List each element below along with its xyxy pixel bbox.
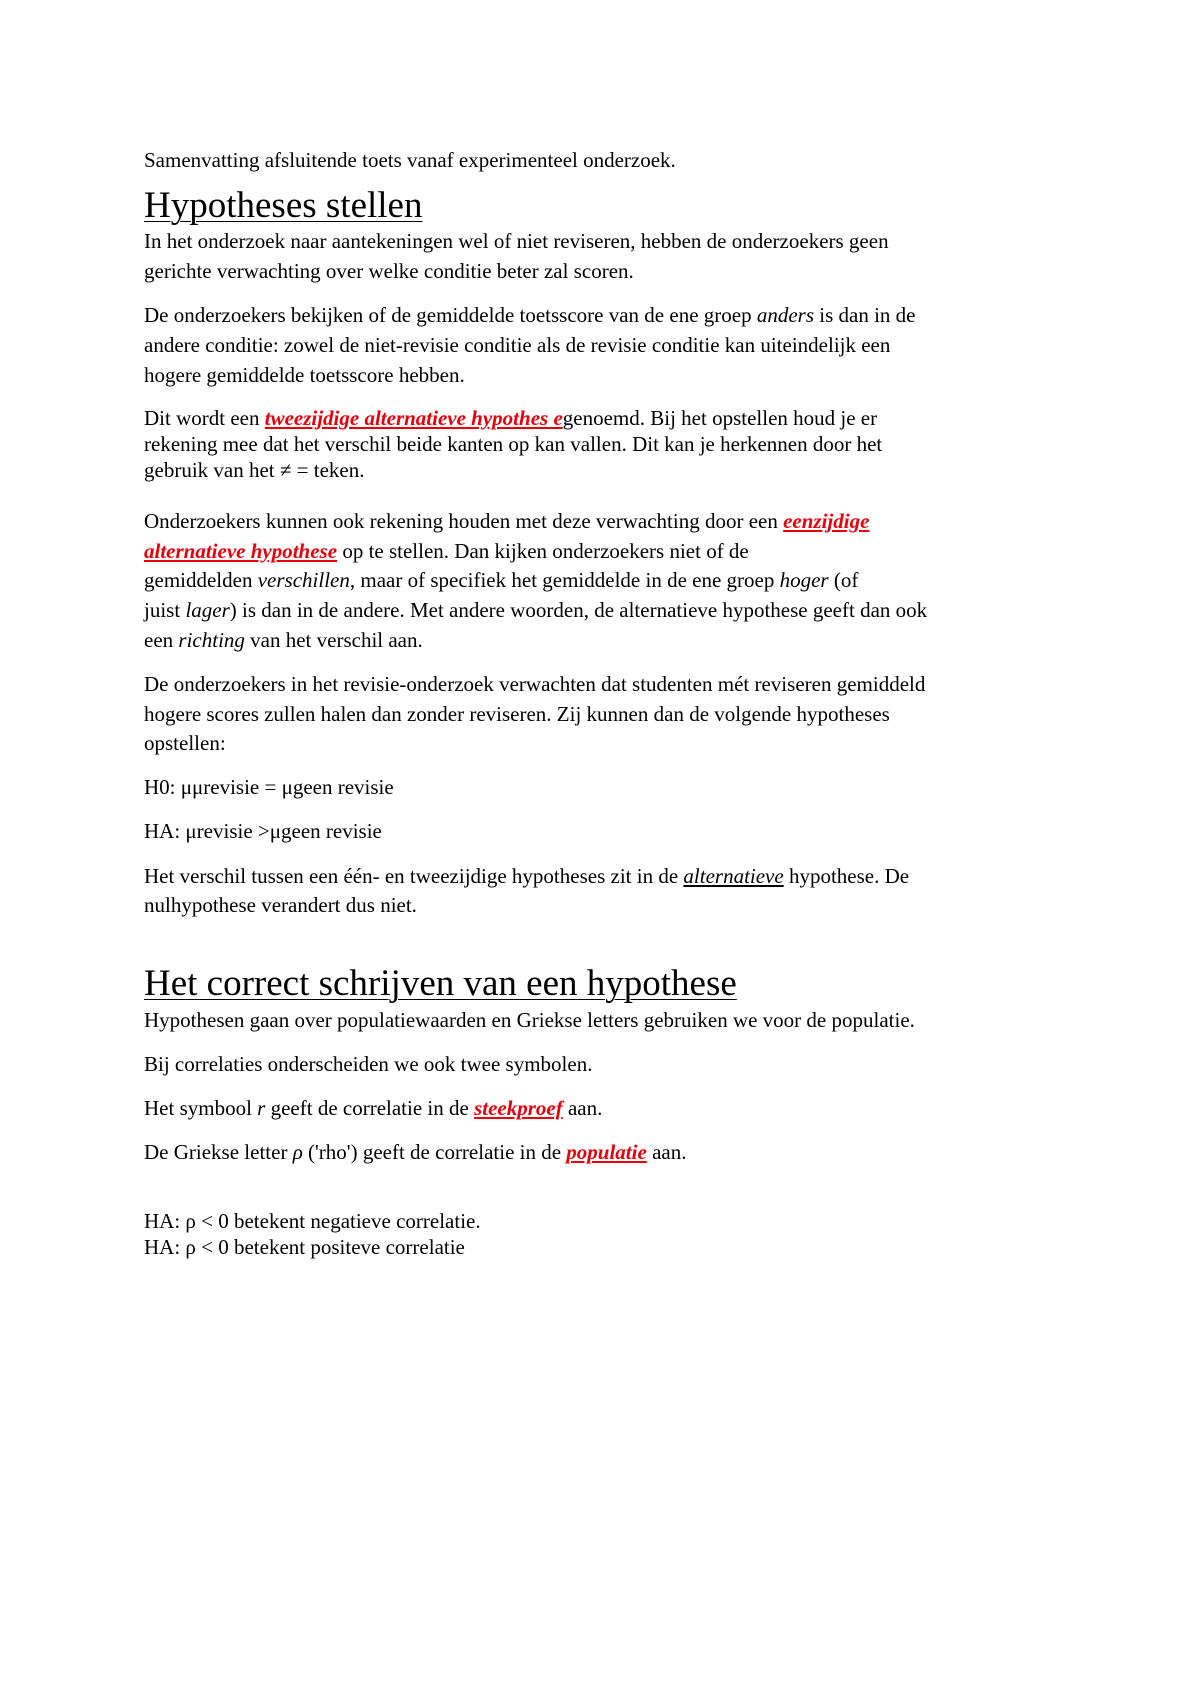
emphasis-text: anders [756, 303, 815, 327]
text-span: Het verschil tussen een één- en tweezijdige hypotheses zit in de [144, 864, 684, 888]
text-span: De onderzoekers bekijken of de gemiddelde toetsscore van de ene groep [144, 303, 757, 327]
paragraph-line: Hypothesen gaan over populatiewaarden en Griekse letters gebruiken we voor de populatie. [144, 1008, 915, 1032]
paragraph-line: opstellen: [144, 731, 226, 755]
paragraph-line: hogere gemiddelde toetsscore hebben. [144, 363, 465, 387]
paragraph-line [144, 598, 927, 622]
emphasis-text: r [257, 1096, 266, 1120]
text-span: Onderzoekers kunnen ook rekening houden met deze verwachting door een [144, 509, 784, 533]
text-span: aan. [562, 1096, 603, 1120]
paragraph-line [144, 509, 869, 533]
paragraph-line: Bij correlaties onderscheiden we ook twee symbolen. [144, 1052, 593, 1076]
paragraph-line [144, 406, 877, 430]
section-heading-correct-writing: Het correct schrijven van een hypothese [144, 963, 737, 1004]
emphasis-text: richting [178, 628, 245, 652]
paragraph-line: rekening mee dat het verschil beide kanten op kan vallen. Dit kan je herkennen door het [144, 432, 883, 456]
text-span: Het symbool [144, 1096, 258, 1120]
text-span: ('rho') geeft de correlatie in de [302, 1140, 567, 1164]
emphasis-text: hoger [779, 568, 829, 592]
key-term: populatie [566, 1140, 647, 1164]
paragraph-line [144, 628, 423, 652]
emphasis-text: ρ [292, 1140, 303, 1164]
text-span: geeft de correlatie in de [265, 1096, 475, 1120]
text-span: op te stellen. Dan kijken onderzoekers niet of de [337, 539, 749, 563]
paragraph-line [144, 568, 858, 592]
text-span: juist [144, 598, 186, 622]
null-hypothesis: H0: μμrevisie = μgeen revisie [144, 775, 394, 799]
alternative-hypothesis: HA: μrevisie >μgeen revisie [144, 819, 382, 843]
emphasis-text: verschillen [257, 568, 350, 592]
text-span: De Griekse letter [144, 1140, 293, 1164]
text-span: genoemd. Bij het opstellen houd je er [562, 406, 878, 430]
emphasis-text: lager [185, 598, 230, 622]
key-term: steekproef [474, 1096, 563, 1120]
text-span: (of [828, 568, 859, 592]
paragraph-line: In het onderzoek naar aantekeningen wel of niet reviseren, hebben de onderzoekers geen [144, 229, 889, 253]
paragraph-line: De onderzoekers in het revisie-onderzoek verwachten dat studenten mét reviseren gemiddeld [144, 672, 926, 696]
text-span: van het verschil aan. [244, 628, 423, 652]
correlation-hypothesis: HA: ρ < 0 betekent negatieve correlatie. [144, 1209, 481, 1233]
text-span: een [144, 628, 179, 652]
paragraph-line: gebruik van het ≠ = teken. [144, 458, 365, 482]
paragraph-line: gerichte verwachting over welke conditie beter zal scoren. [144, 259, 634, 283]
paragraph-line [144, 864, 909, 888]
paragraph-line [144, 303, 916, 327]
correlation-hypothesis: HA: ρ < 0 betekent positeve correlatie [144, 1235, 465, 1259]
text-span: Dit wordt een [144, 406, 265, 430]
text-span: gemiddelden [144, 568, 258, 592]
paragraph-line [144, 1140, 686, 1164]
paragraph-line [144, 1096, 602, 1120]
emphasis-text: alternatieve [683, 864, 784, 888]
key-term: tweezijdige alternatieve hypothes e [264, 406, 563, 430]
text-span: aan. [646, 1140, 687, 1164]
text-span: , maar of specifiek het gemiddelde in de ene groep [349, 568, 780, 592]
paragraph-line [144, 539, 749, 563]
key-term: alternatieve hypothese [144, 539, 338, 563]
text-span: ) is dan in de andere. Met andere woorden, de alternatieve hypothese geeft dan ook [229, 598, 928, 622]
paragraph-line: andere conditie: zowel de niet-revisie conditie als de revisie conditie kan uiteindelijk een [144, 333, 891, 357]
section-heading-hypotheses: Hypotheses stellen [144, 185, 423, 226]
intro-line: Samenvatting afsluitende toets vanaf experimenteel onderzoek. [144, 148, 676, 172]
text-span: is dan in de [814, 303, 916, 327]
key-term: eenzijdige [783, 509, 870, 533]
text-span: hypothese. De [783, 864, 910, 888]
paragraph-line: hogere scores zullen halen dan zonder reviseren. Zij kunnen dan de volgende hypotheses [144, 702, 890, 726]
paragraph-line: nulhypothese verandert dus niet. [144, 893, 417, 917]
